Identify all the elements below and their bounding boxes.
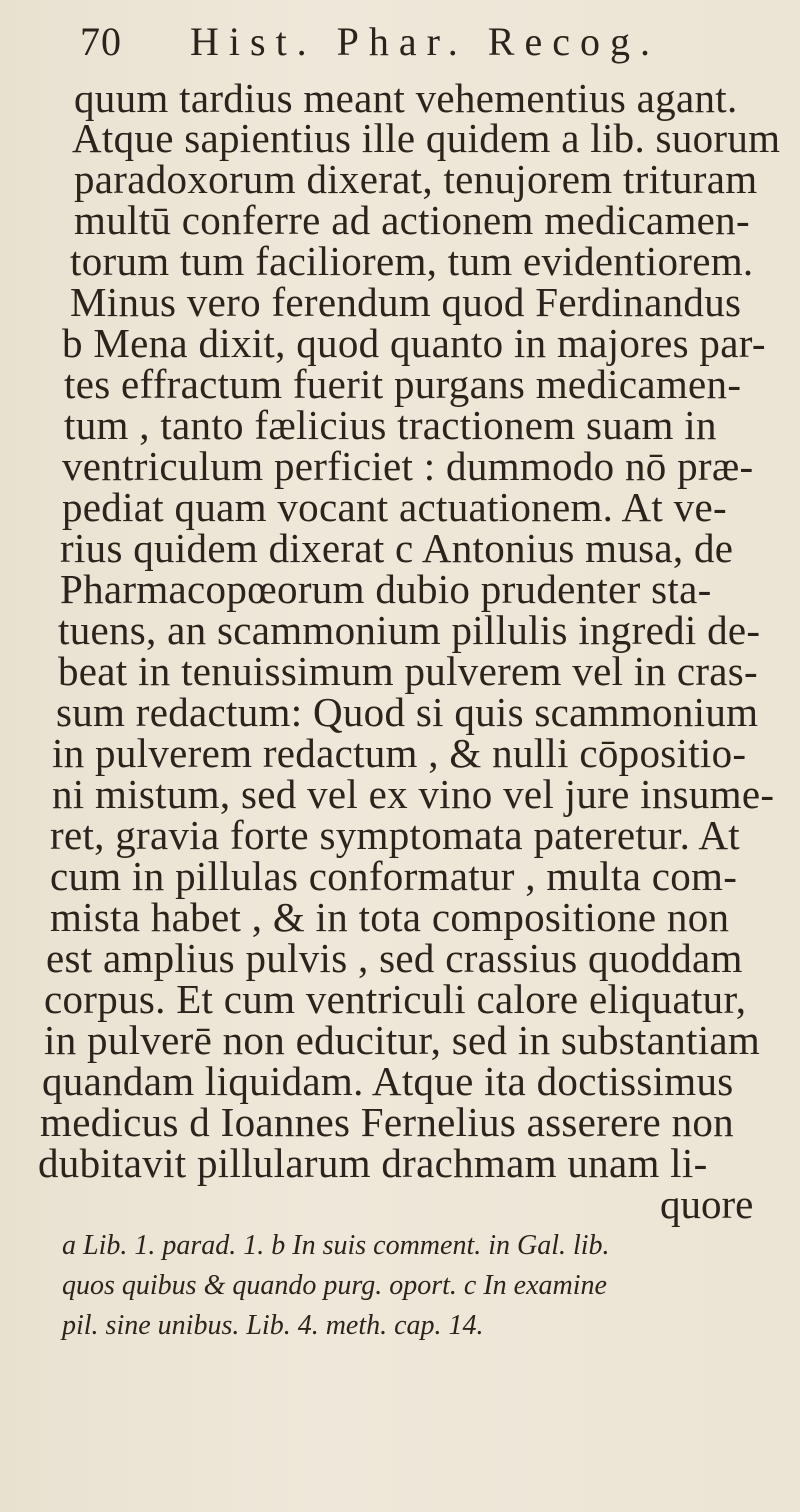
text-line: sum redactum: Quod si quis scammonium <box>56 689 759 735</box>
text-line: tes effractum fuerit purgans medicamen- <box>64 361 742 407</box>
text-line: quandam liquidam. Atque ita doctissimus <box>42 1058 734 1104</box>
text-line: b Mena dixit, quod quanto in majores par- <box>62 320 766 366</box>
text-line: est amplius pulvis , sed crassius quoddam <box>46 935 743 981</box>
catchword: quore <box>660 1181 754 1227</box>
footnote-line: a Lib. 1. parad. 1. b In suis comment. in Gal. lib. <box>62 1230 610 1261</box>
page-header <box>80 18 780 74</box>
text-line: in pulverem redactum , & nulli cōpositio- <box>52 730 747 776</box>
text-line: paradoxorum dixerat, tenujorem trituram <box>74 156 758 202</box>
text-line: cum in pillulas conformatur , multa com- <box>50 853 738 899</box>
text-line: quum tardius meant vehementius agant. <box>74 75 738 121</box>
text-line: Atque sapientius ille quidem a lib. suorum <box>72 115 781 161</box>
text-line: ventriculum perficiet : dummodo nō præ- <box>62 443 754 489</box>
page-number: 70 <box>80 19 122 64</box>
text-line: multū conferre ad actionem medicamen- <box>74 197 750 243</box>
text-line: beat in tenuissimum pulverem vel in cras- <box>58 648 759 694</box>
text-line: Pharmacopœorum dubio prudenter sta- <box>60 566 712 612</box>
text-line: ni mistum, sed vel ex vino vel jure insume- <box>52 771 775 817</box>
text-line: Minus vero ferendum quod Ferdinandus <box>70 279 742 325</box>
running-title: Hist. Phar. Recog. <box>190 19 660 64</box>
text-line: medicus d Ioannes Fernelius asserere non <box>40 1099 734 1145</box>
text-line: rius quidem dixerat c Antonius musa, de <box>60 525 734 571</box>
text-line: ret, gravia forte symptomata pateretur. At <box>50 812 741 858</box>
text-line: torum tum faciliorem, tum evidentiorem. <box>70 238 754 284</box>
text-line: in pulverē non educitur, sed in substantiam <box>44 1017 761 1063</box>
text-line: pediat quam vocant actuationem. At ve- <box>62 484 727 530</box>
text-line: tuens, an scammonium pillulis ingredi de- <box>58 607 761 653</box>
text-line: tum , tanto fælicius tractionem suam in <box>64 402 717 448</box>
footnote-line: quos quibus & quando purg. oport. c In examine <box>62 1270 607 1301</box>
text-line: corpus. Et cum ventriculi calore eliquatur, <box>44 976 747 1022</box>
text-line: dubitavit pillularum drachmam unam li- <box>38 1140 708 1186</box>
footnote-line: pil. sine unibus. Lib. 4. meth. cap. 14. <box>62 1310 484 1341</box>
text-line: mista habet , & in tota compositione non <box>50 894 730 940</box>
